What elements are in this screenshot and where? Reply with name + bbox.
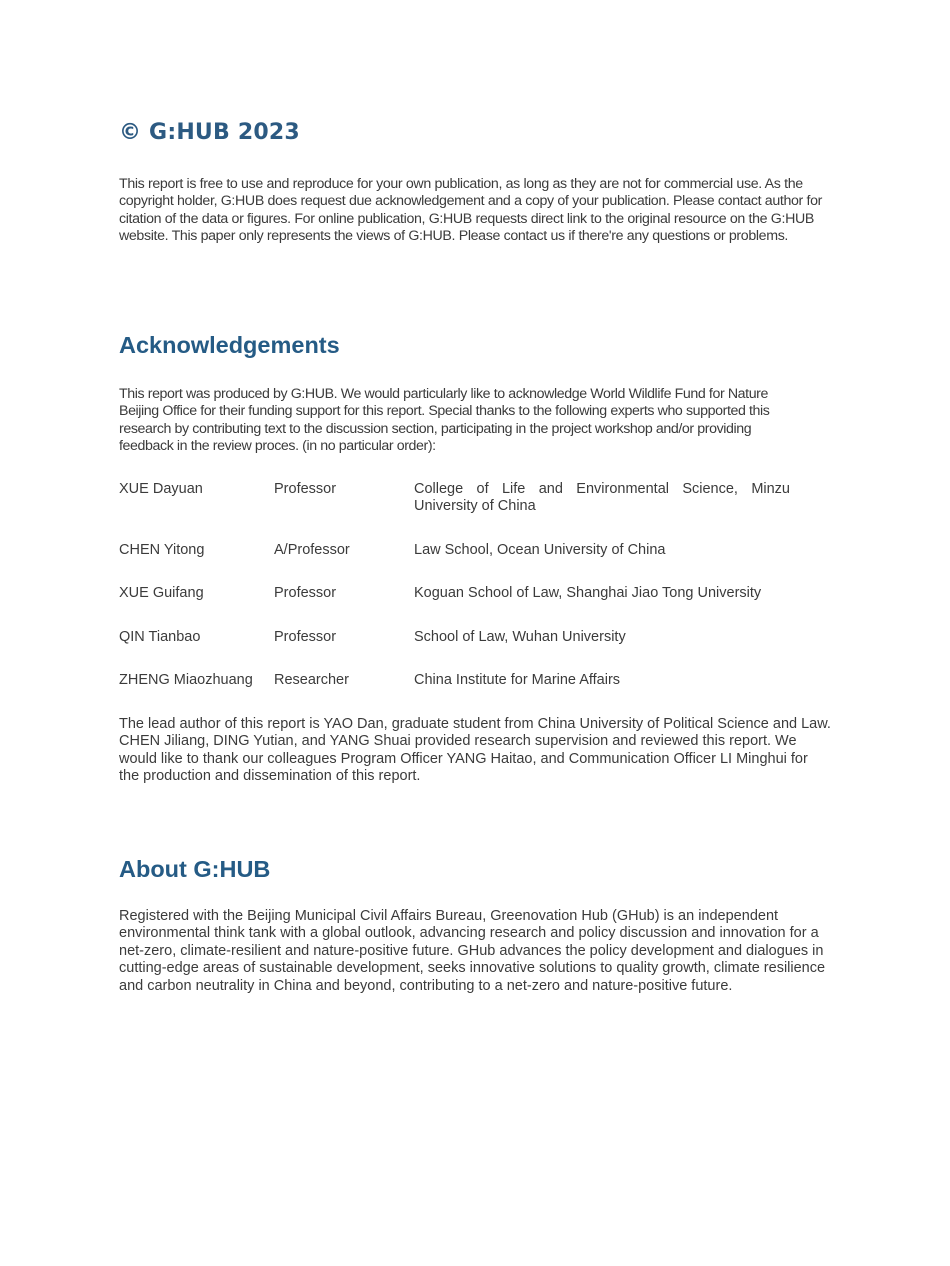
copyright-title: © G:HUB 2023 <box>119 120 300 145</box>
expert-name: XUE Dayuan <box>119 481 203 497</box>
expert-institution: School of Law, Wuhan University <box>414 628 626 645</box>
expert-title: A/Professor <box>274 541 350 558</box>
expert-row <box>119 542 831 559</box>
expert-title: Professor <box>274 481 337 497</box>
expert-institution: Koguan School of Law, Shanghai Jiao Tong University <box>414 585 762 602</box>
about-heading: About G:HUB <box>119 856 271 882</box>
acknowledgements-closing: The lead author of this report is YAO Dan, graduate student from China University of Political Science and Law. CHEN Jiliang, DING Yutian, and YANG Shuai provided research supervision and reviewed this report. We would like to thank our colleagues Program Officer YANG Haitao, and Communication Officer LI Minghui for the production and dissemination of this report. <box>119 716 831 785</box>
expert-institution: China Institute for Marine Affairs <box>414 672 621 689</box>
expert-title: Researcher <box>274 672 349 689</box>
expert-row <box>119 629 831 646</box>
expert-name: XUE Guifang <box>119 585 204 602</box>
expert-title: Professor <box>274 628 337 645</box>
expert-row <box>119 672 831 689</box>
expert-name: ZHENG Miaozhuang <box>119 672 253 689</box>
acknowledgements-heading: Acknowledgements <box>119 332 340 358</box>
expert-name: QIN Tianbao <box>119 628 201 645</box>
expert-name: CHEN Yitong <box>119 541 205 558</box>
expert-title: Professor <box>274 585 337 602</box>
experts-list <box>119 481 831 715</box>
expert-institution: College of Life and Environmental Science, Minzu University of China <box>414 481 790 515</box>
expert-institution: Law School, Ocean University of China <box>414 541 666 558</box>
expert-row <box>119 481 831 516</box>
copyright-paragraph: This report is free to use and reproduce for your own publication, as long as they are not for commercial use. As the copyright holder, G:HUB does request due acknowledgement and a copy of your publication. Please contact author for citation of the data or figures. For online publication, G:HUB requests direct link to the original resource on the G:HUB website. This paper only represents the views of G:HUB. Please contact us if there're any questions or problems. <box>119 176 823 245</box>
acknowledgements-intro: This report was produced by G:HUB. We would particularly like to acknowledge World Wildlife Fund for Nature Beijing Office for their funding support for this report. Special thanks to the following experts who supported this research by contributing text to the discussion section, participating in the project workshop and/or providing feedback in the review proces. (in no particular order): <box>119 386 770 455</box>
expert-row <box>119 585 831 602</box>
about-paragraph: Registered with the Beijing Municipal Civil Affairs Bureau, Greenovation Hub (GHub) is an independent environmental think tank with a global outlook, advancing research and policy discussion and innovation for a net-zero, climate-resilient and nature-positive future. GHub advances the policy development and dialogues in cutting-edge areas of sustainable development, seeks innovative solutions to quality growth, climate resilience and carbon neutrality in China and beyond, contributing to a net-zero and nature-positive future. <box>119 908 826 994</box>
